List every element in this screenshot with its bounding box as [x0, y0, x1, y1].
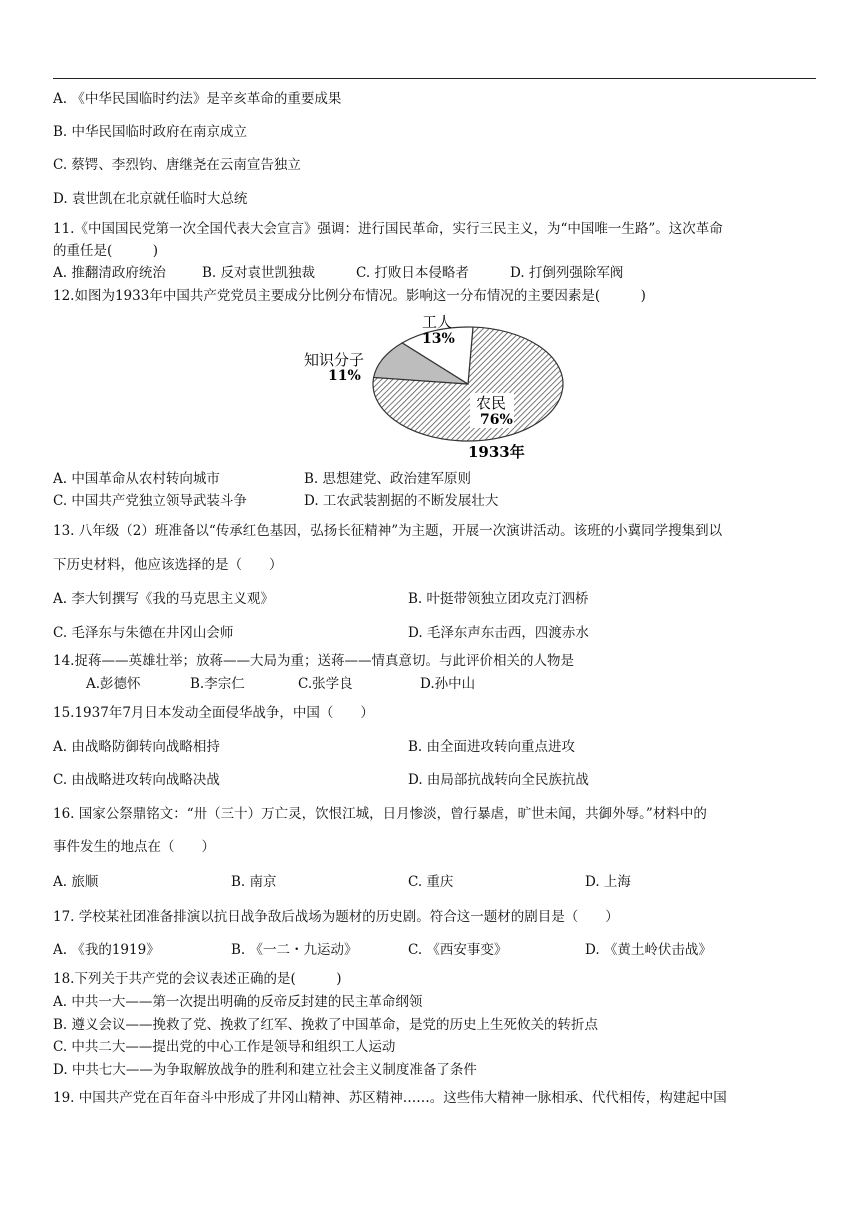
q14-option-a: A.彭德怀 — [86, 676, 141, 692]
q16-stem-line2: 事件发生的地点在（ ） — [53, 839, 215, 855]
q11-option-c: C. 打败日本侵略者 — [356, 265, 469, 281]
q19-stem: 19. 中国共产党在百年奋斗中形成了井冈山精神、苏区精神……。这些伟大精神一脉相承、代代相传，构建起中国 — [53, 1090, 727, 1106]
q12-stem: 12.如图为1933年中国共产党党员主要成分比例分布情况。影响这一分布情况的主要因素是( ) — [53, 288, 646, 304]
q18-option-a: A. 中共一大——第一次提出明确的反帝反封建的民主革命纲领 — [53, 994, 423, 1010]
q16-option-c: C. 重庆 — [408, 874, 454, 890]
q13-stem-line1: 13. 八年级（2）班准备以“传承红色基因，弘扬长征精神”为主题，开展一次演讲活动。该班的小冀同学搜集到以 — [53, 523, 723, 539]
q12-option-c: C. 中国共产党独立领导武装斗争 — [53, 493, 247, 509]
q11-option-a: A. 推翻清政府统治 — [53, 265, 166, 281]
q18-option-c: C. 中共二大——提出党的中心工作是领导和组织工人运动 — [53, 1039, 396, 1055]
q10-option-a: A. 《中华民国临时约法》是辛亥革命的重要成果 — [53, 91, 342, 107]
q15-option-c: C. 由战略进攻转向战略决战 — [53, 772, 220, 788]
q15-option-b: B. 由全面进攻转向重点进攻 — [408, 739, 576, 755]
q12-option-b: B. 思想建党、政治建军原则 — [304, 471, 472, 487]
q13-option-c: C. 毛泽东与朱德在井冈山会师 — [53, 625, 234, 641]
q17-option-c: C. 《西安事变》 — [408, 942, 508, 958]
pie-pct-farmers: 76% — [480, 412, 513, 428]
q15-option-a: A. 由战略防御转向战略相持 — [53, 739, 220, 755]
q12-option-d: D. 工农武装割据的不断发展壮大 — [304, 493, 499, 509]
pie-label-workers: 工人 — [422, 313, 453, 331]
q10-option-d: D. 袁世凯在北京就任临时大总统 — [53, 191, 248, 207]
q17-option-b: B. 《一二・九运动》 — [231, 942, 358, 958]
q15-option-d: D. 由局部抗战转向全民族抗战 — [408, 772, 589, 788]
q18-option-b: B. 遵义会议——挽救了党、挽救了红军、挽救了中国革命，是党的历史上生死攸关的转折点 — [53, 1017, 599, 1033]
q11-stem-line1: 11.《中国国民党第一次全国代表大会宣言》强调：进行国民革命，实行三民主义，为“中国唯一生路”。这次革命 — [53, 221, 723, 237]
q14-option-c: C.张学良 — [298, 676, 353, 692]
q11-option-b: B. 反对袁世凯独裁 — [202, 265, 316, 281]
pie-chart — [290, 312, 590, 462]
q11-stem-line2: 的重任是( ) — [53, 243, 159, 259]
pie-label-farmers: 农民 — [476, 394, 507, 412]
pie-label-intellectuals: 知识分子 — [304, 351, 365, 369]
q16-option-d: D. 上海 — [585, 874, 631, 890]
q13-option-a: A. 李大钊撰写《我的马克思主义观》 — [53, 591, 274, 607]
header-rule — [53, 78, 816, 79]
q16-option-a: A. 旅顺 — [53, 874, 99, 890]
q13-option-d: D. 毛泽东声东击西，四渡赤水 — [408, 625, 589, 641]
q17-option-a: A. 《我的1919》 — [53, 942, 160, 958]
q10-option-c: C. 蔡锷、李烈钧、唐继尧在云南宣告独立 — [53, 157, 301, 173]
q13-option-b: B. 叶挺带领独立团攻克汀泗桥 — [408, 591, 589, 607]
q16-stem-line1: 16. 国家公祭鼎铭文：“卅（三十）万亡灵，饮恨江城，日月惨淡，曾行暴虐，旷世未闻，共御外辱。”材料中的 — [53, 806, 707, 822]
q18-stem: 18.下列关于共产党的会议表述正确的是( ) — [53, 971, 342, 987]
q14-option-d: D.孙中山 — [420, 676, 476, 692]
q11-option-d: D. 打倒列强除军阀 — [510, 265, 624, 281]
q17-option-d: D. 《黄土岭伏击战》 — [585, 942, 712, 958]
q18-option-d: D. 中共七大——为争取解放战争的胜利和建立社会主义制度准备了条件 — [53, 1062, 477, 1078]
q10-option-b: B. 中华民国临时政府在南京成立 — [53, 124, 248, 140]
q14-option-b: B.李宗仁 — [190, 676, 245, 692]
pie-title: 1933年 — [468, 443, 525, 461]
q15-stem: 15.1937年7月日本发动全面侵华战争，中国（ ） — [53, 705, 374, 721]
q13-stem-line2: 下历史材料，他应该选择的是（ ） — [53, 557, 283, 573]
pie-pct-intellectuals: 11% — [328, 368, 361, 384]
q17-stem: 17. 学校某社团准备排演以抗日战争敌后战场为题材的历史剧。符合这一题材的剧目是（ ） — [53, 909, 619, 925]
q12-option-a: A. 中国革命从农村转向城市 — [53, 471, 220, 487]
pie-pct-workers: 13% — [422, 331, 455, 347]
q14-stem: 14.捉蒋——英雄壮举；放蒋——大局为重；送蒋——情真意切。与此评价相关的人物是 — [53, 653, 574, 669]
q16-option-b: B. 南京 — [231, 874, 277, 890]
